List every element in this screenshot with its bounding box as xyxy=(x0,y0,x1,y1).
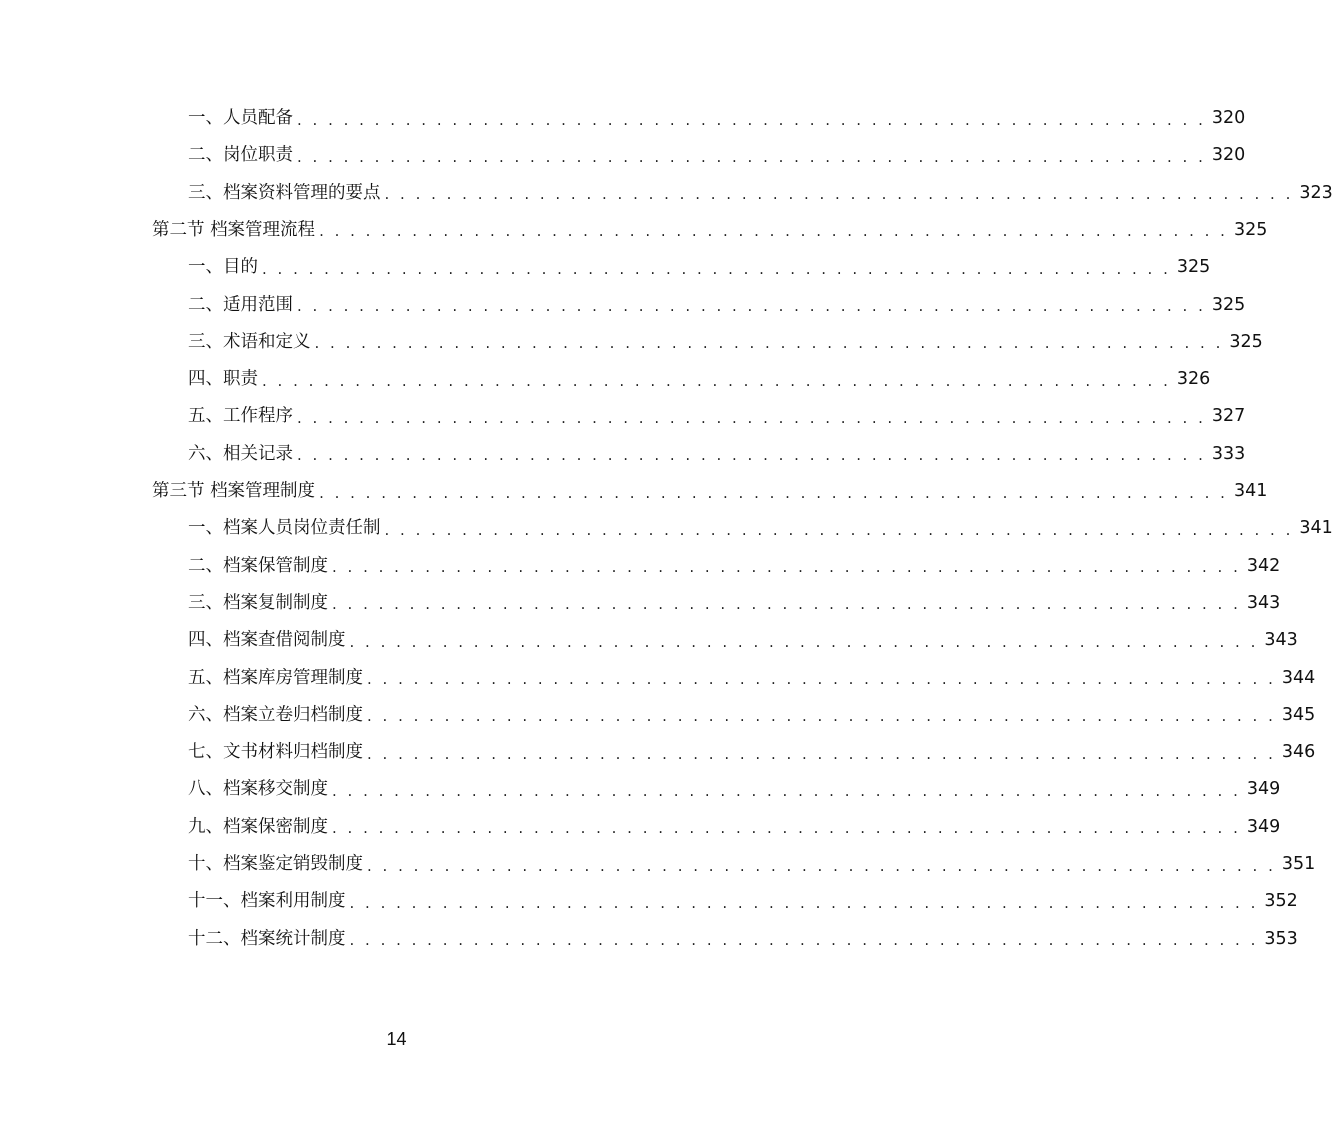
toc-entry-title: 一、目的 xyxy=(188,257,258,278)
toc-entry-title: 七、文书材料归档制度 xyxy=(188,742,363,763)
dot-leader: . . . . . . . . . . . . . . . . . . . . . . . . . . . . . . . . . . . . . . . . . . . . . . . . . . . . . . . . . . . xyxy=(319,222,1228,241)
dot-leader: . . . . . . . . . . . . . . . . . . . . . . . . . . . . . . . . . . . . . . . . . . . . . . . . . . . . . . . . . . . xyxy=(332,595,1241,614)
toc-entry[interactable] xyxy=(188,697,1316,734)
dot-leader: . . . . . . . . . . . . . . . . . . . . . . . . . . . . . . . . . . . . . . . . . . . . . . . . . . . . . . . . . . . xyxy=(297,408,1206,427)
toc-entry-title: 五、工作程序 xyxy=(188,406,293,427)
toc-entry-title: 六、相关记录 xyxy=(188,443,293,464)
toc-entry[interactable] xyxy=(188,921,1298,958)
toc-entry-title: 二、岗位职责 xyxy=(188,145,293,166)
toc-entry-page: 325 xyxy=(1176,257,1211,278)
toc-entry-page: 352 xyxy=(1264,891,1298,912)
toc-entry-title: 一、档案人员岗位责任制 xyxy=(188,518,381,539)
toc-entry-page: 327 xyxy=(1211,406,1246,427)
toc-entry[interactable] xyxy=(188,324,1263,361)
toc-entry[interactable] xyxy=(188,585,1281,622)
toc-entry-title: 三、档案资料管理的要点 xyxy=(188,182,381,203)
dot-leader: . . . . . . . . . . . . . . . . . . . . . . . . . . . . . . . . . . . . . . . . . . . . . . . . . . . . . . . . . . . xyxy=(367,744,1276,763)
dot-leader: . . . . . . . . . . . . . . . . . . . . . . . . . . . . . . . . . . . . . . . . . . . . . . . . . . . . . . . . . . . xyxy=(349,893,1259,912)
toc-entry[interactable] xyxy=(188,809,1281,846)
toc-entry-page: 343 xyxy=(1264,630,1298,651)
toc-entry[interactable] xyxy=(188,398,1246,435)
toc-entry-title: 四、职责 xyxy=(188,369,258,390)
toc-entry[interactable] xyxy=(188,883,1298,920)
toc-section-entry[interactable] xyxy=(152,212,1268,249)
toc-entry-page: 344 xyxy=(1281,667,1316,688)
toc-entry-title: 三、档案复制制度 xyxy=(188,592,328,613)
dot-leader: . . . . . . . . . . . . . . . . . . . . . . . . . . . . . . . . . . . . . . . . . . . . . . . . . . . . . . . . . . . xyxy=(367,707,1276,726)
dot-leader: . . . . . . . . . . . . . . . . . . . . . . . . . . . . . . . . . . . . . . . . . . . . . . . . . . . . . . . . . . . xyxy=(297,297,1206,315)
toc-entry-page: 351 xyxy=(1281,854,1316,874)
toc-entry-page: 342 xyxy=(1246,555,1281,576)
dot-leader: . . . . . . . . . . . . . . . . . . . . . . . . . . . . . . . . . . . . . . . . . . . . . . . . . . . . . . . . . . . xyxy=(314,334,1224,353)
toc-entry-page: 325 xyxy=(1211,294,1246,315)
toc-entry-title: 第三节 档案管理制度 xyxy=(152,481,316,501)
dot-leader: . . . . . . . . . . . . . . . . . . . . . . . . . . . . . . . . . . . . . . . . . . . . . . . . . . . . . . . . . . . xyxy=(332,819,1241,838)
toc-entry-title: 十一、档案利用制度 xyxy=(188,891,346,912)
toc-entry[interactable] xyxy=(188,660,1316,697)
toc-entry[interactable] xyxy=(188,734,1316,771)
toc-entry-page: 343 xyxy=(1246,592,1281,613)
toc-entry-title: 八、档案移交制度 xyxy=(188,779,328,800)
toc-entry[interactable] xyxy=(188,249,1211,286)
toc-entry-title: 十、档案鉴定销毁制度 xyxy=(188,854,363,874)
dot-leader: . . . . . . . . . . . . . . . . . . . . . . . . . . . . . . . . . . . . . . . . . . . . . . . . . . . . . . . . . . . xyxy=(262,259,1171,278)
toc-entry-page: 320 xyxy=(1211,145,1246,166)
dot-leader: . . . . . . . . . . . . . . . . . . . . . . . . . . . . . . . . . . . . . . . . . . . . . . . . . . . . . . . . . . . xyxy=(319,483,1228,502)
dot-leader: . . . . . . . . . . . . . . . . . . . . . . . . . . . . . . . . . . . . . . . . . . . . . . . . . . . . . . . . . . . xyxy=(297,446,1206,465)
toc-entry-page: 333 xyxy=(1211,443,1246,464)
page-number: 14 xyxy=(386,1029,407,1049)
dot-leader: . . . . . . . . . . . . . . . . . . . . . . . . . . . . . . . . . . . . . . . . . . . . . . . . . . . . . . . . . . . xyxy=(332,781,1241,800)
toc-entry[interactable] xyxy=(188,548,1281,585)
toc-entry-title: 三、术语和定义 xyxy=(188,331,311,352)
dot-leader: . . . . . . . . . . . . . . . . . . . . . . . . . . . . . . . . . . . . . . . . . . . . . . . . . . . . . . . . . . . xyxy=(384,185,1294,204)
dot-leader: . . . . . . . . . . . . . . . . . . . . . . . . . . . . . . . . . . . . . . . . . . . . . . . . . . . . . . . . . . . xyxy=(297,147,1206,166)
toc-entry[interactable] xyxy=(188,100,1246,137)
toc-entry-title: 二、档案保管制度 xyxy=(188,555,328,576)
toc-entry[interactable] xyxy=(188,175,1333,212)
toc-entry-page: 346 xyxy=(1281,742,1316,763)
toc-section-entry[interactable] xyxy=(152,473,1268,510)
toc-entry-page: 349 xyxy=(1246,779,1281,800)
dot-leader: . . . . . . . . . . . . . . . . . . . . . . . . . . . . . . . . . . . . . . . . . . . . . . . . . . . . . . . . . . . xyxy=(297,110,1206,129)
toc-entry-page: 341 xyxy=(1299,518,1333,539)
dot-leader: . . . . . . . . . . . . . . . . . . . . . . . . . . . . . . . . . . . . . . . . . . . . . . . . . . . . . . . . . . . xyxy=(349,632,1259,651)
toc-entry[interactable] xyxy=(188,137,1246,174)
toc-entry[interactable] xyxy=(188,771,1281,808)
toc-entry-page: 345 xyxy=(1281,704,1316,725)
dot-leader: . . . . . . . . . . . . . . . . . . . . . . . . . . . . . . . . . . . . . . . . . . . . . . . . . . . . . . . . . . . xyxy=(349,931,1259,950)
toc-entry-page: 353 xyxy=(1264,928,1298,949)
toc-entry-page: 349 xyxy=(1246,816,1281,837)
toc-entry-page: 325 xyxy=(1229,331,1263,352)
dot-leader: . . . . . . . . . . . . . . . . . . . . . . . . . . . . . . . . . . . . . . . . . . . . . . . . . . . . . . . . . . . xyxy=(384,520,1294,539)
toc-entry-title: 五、档案库房管理制度 xyxy=(188,667,363,688)
toc-entry-page: 323 xyxy=(1299,182,1333,203)
toc-entry[interactable] xyxy=(188,510,1333,547)
toc-entry-title: 九、档案保密制度 xyxy=(188,816,328,837)
dot-leader: . . . . . . . . . . . . . . . . . . . . . . . . . . . . . . . . . . . . . . . . . . . . . . . . . . . . . . . . . . . xyxy=(367,856,1276,875)
toc-entry-title: 一、人员配备 xyxy=(188,108,293,128)
toc-entry[interactable] xyxy=(188,361,1211,398)
toc-entry-title: 二、适用范围 xyxy=(188,294,293,315)
dot-leader: . . . . . . . . . . . . . . . . . . . . . . . . . . . . . . . . . . . . . . . . . . . . . . . . . . . . . . . . . . . xyxy=(262,371,1171,390)
dot-leader: . . . . . . . . . . . . . . . . . . . . . . . . . . . . . . . . . . . . . . . . . . . . . . . . . . . . . . . . . . . xyxy=(367,670,1276,688)
toc-entry-page: 320 xyxy=(1211,108,1246,128)
toc-entry-title: 四、档案查借阅制度 xyxy=(188,630,346,651)
dot-leader: . . . . . . . . . . . . . . . . . . . . . . . . . . . . . . . . . . . . . . . . . . . . . . . . . . . . . . . . . . . xyxy=(332,558,1241,577)
toc-entry-page: 325 xyxy=(1233,219,1268,240)
toc-entry[interactable] xyxy=(188,622,1298,659)
toc-entry-page: 341 xyxy=(1233,481,1268,501)
toc-entry-title: 第二节 档案管理流程 xyxy=(152,219,316,240)
toc-entry-page: 326 xyxy=(1176,369,1211,390)
toc-entry[interactable] xyxy=(188,846,1316,883)
toc-entry[interactable] xyxy=(188,436,1246,473)
toc-entry-title: 十二、档案统计制度 xyxy=(188,928,346,949)
toc-entry-title: 六、档案立卷归档制度 xyxy=(188,704,363,725)
toc-entry[interactable] xyxy=(188,287,1246,324)
